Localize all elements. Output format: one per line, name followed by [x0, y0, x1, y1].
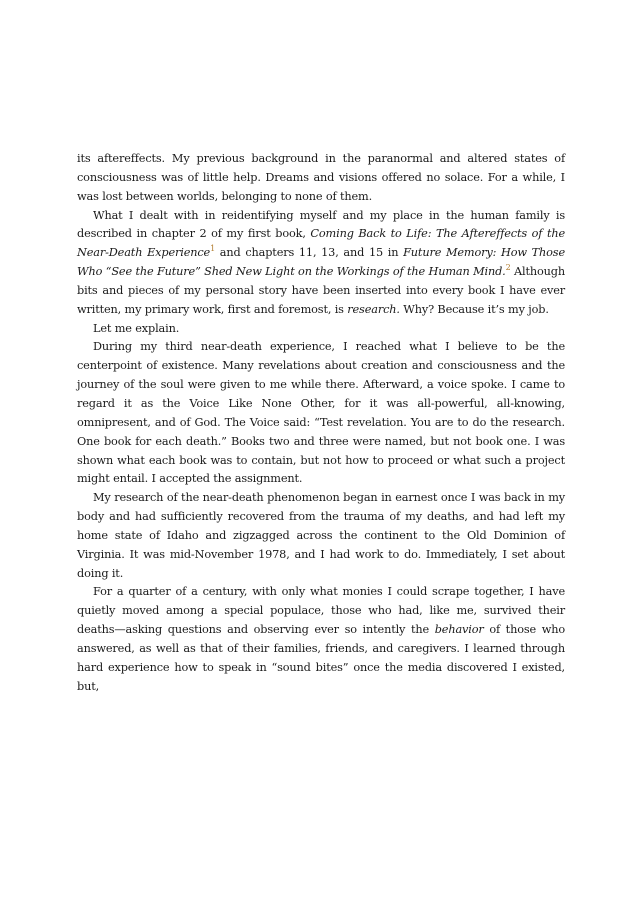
body-text — [77, 150, 565, 696]
book-title-future-memory: Future Memory: How Those Who “See the Future” Shed New Light on the Workings of the Human Mind. — [77, 246, 565, 279]
footnote-ref-2[interactable]: 2 — [505, 263, 511, 273]
paragraph-3-text: Let me explain. — [93, 321, 180, 335]
paragraph-3 — [77, 320, 565, 339]
footnote-ref-1[interactable]: 1 — [210, 244, 216, 254]
paragraph-2-text-c: Although bits and pieces of my personal story have been inserted into every book I have ever written, my primary work, first and foremost, is — [77, 265, 565, 316]
paragraph-2-text-b: and chapters 11, 13, and 15 in — [215, 246, 404, 260]
emphasis-behavior: behavior — [434, 623, 484, 637]
paragraph-1 — [77, 150, 565, 207]
paragraph-1-text: its aftereffects. My previous background in the paranormal and altered states of consciousness was of little help. Dreams and visions offered no solace. For a while, I was lost between worlds, belonging to none of them. — [77, 152, 565, 203]
paragraph-2-text-d: Why? Because it’s my job. — [399, 302, 549, 316]
paragraph-6-text-b: of those who answered, as well as that of their families, friends, and caregivers. I learned through hard experience how to speak in “sound bites” once the media discovered I existed, but, — [77, 623, 566, 693]
paragraph-4 — [77, 338, 565, 489]
emphasis-research: research. — [347, 302, 400, 316]
paragraph-2 — [77, 207, 565, 320]
paragraph-5 — [77, 489, 565, 583]
paragraph-4-text: During my third near-death experience, I reached what I believe to be the centerpoint of existence. Many revelations about creation and consciousness and the journey of the soul were given to me while there. Afterward, a voice spoke. I came to regard it as the Voice Like None Other, for it was all-powerful, all-knowing, omnipresent, and of God. The Voice said: “Test revelation. You are to do the research. One book for each death.” Books two and three were named, but not book one. I was shown what each book was to contain, but not how to proceed or what such a project might entail. I accepted the assignment. — [77, 340, 565, 486]
paragraph-5-text: My research of the near-death phenomenon began in earnest once I was back in my body and had sufficiently recovered from the trauma of my deaths, and had left my home state of Idaho and zigzagged across the continent to the Old Dominion of Virginia. It was mid-November 1978, and I had work to do. Immediately, I set about doing it. — [77, 491, 565, 580]
paragraph-6 — [77, 583, 565, 696]
paragraph-2-text-a: What I dealt with in reidentifying myself and my place in the human family is described in chapter 2 of my first book, — [77, 208, 565, 241]
book-title-coming-back-to-life: Coming Back to Life: The Aftereffects of the Near-Death Experience — [77, 227, 565, 260]
paragraph-6-text-a: For a quarter of a century, with only what monies I could scrape together, I have quietly moved among a special populace, those who had, like me, survived their deaths—asking questions and observing ever so intently the — [77, 585, 565, 637]
